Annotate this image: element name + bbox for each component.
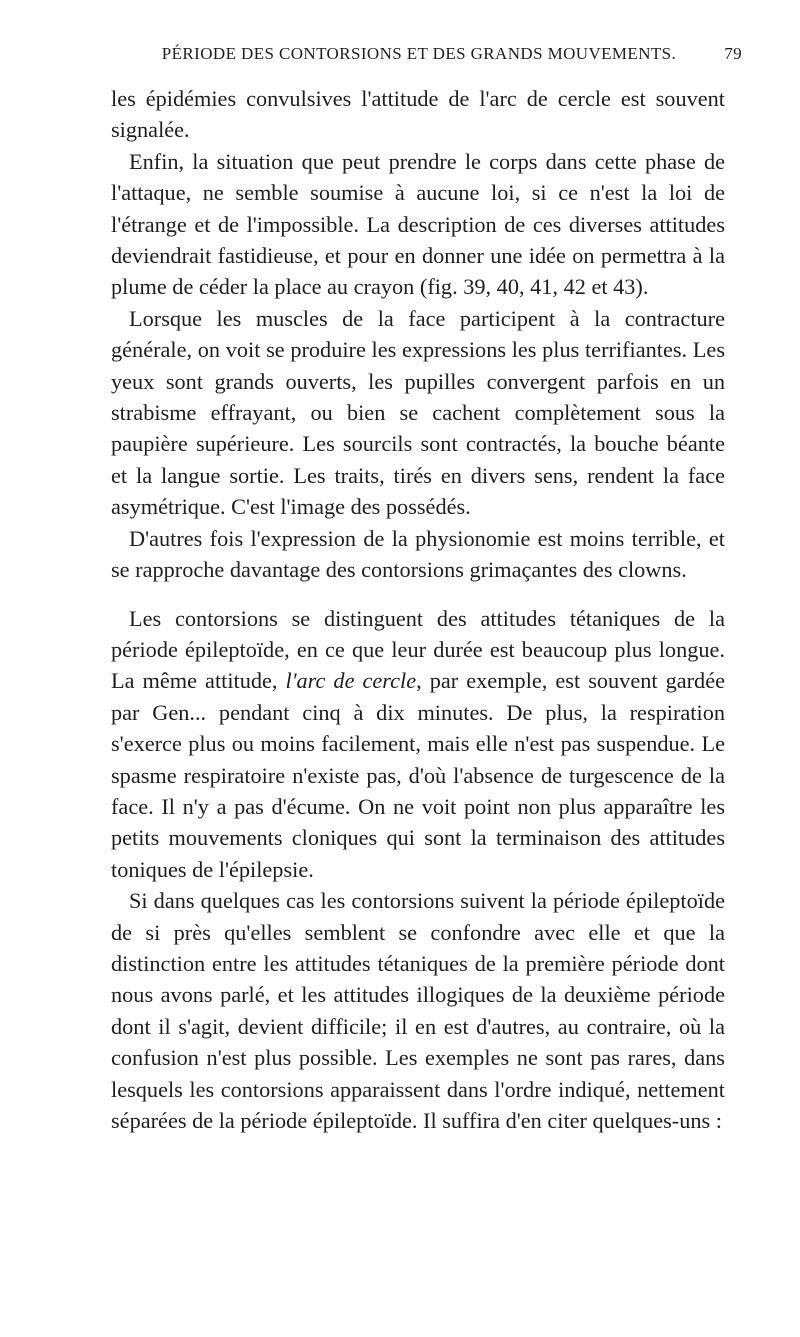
paragraph-face-expressions: Lorsque les muscles de la face participent à la contracture générale, on voit se produire les expressions les plus terrifiantes. Les yeux sont grands ouverts, les pupilles convergent parfois en un strabisme effrayant, ou bien se cachent complètement sous la paupière supérieure. Les sourcils sont contractés, la bouche béante et la langue sortie. Les traits, tirés en divers sens, rendent la face asymétrique. C'est l'image des possédés.: [111, 305, 725, 520]
paragraph-text: Les contorsions se distinguent des attitudes tétaniques de la période épileptoïde, en ce que leur durée est beaucoup plus longue. La même attitude,: [111, 605, 725, 694]
paragraph-continuation: les épidémies convulsives l'attitude de l'arc de cercle est souvent signalée.: [111, 86, 725, 143]
paragraph-text: , par exemple, est souvent gardée par Gen... pendant cinq à dix minutes. De plus, la respiration s'exerce plus ou moins facilement, mais elle n'est pas suspendue. Le spasme respiratoire n'existe pas, d'où l'absence de turgescence de la face. Il n'y a pas d'écume. On ne voit point non plus apparaître les petits mouvements cloniques qui sont la terminaison des attitudes toniques de l'épilepsie.: [111, 668, 726, 882]
running-title: PÉRIODE DES CONTORSIONS ET DES GRANDS MOUVEMENTS.: [161, 44, 677, 63]
paragraph-contortions-distinction: [111, 603, 725, 886]
running-header: [118, 44, 742, 68]
paragraph-epileptoid-period: Si dans quelques cas les contorsions suivent la période épileptoïde de si près qu'elles semblent se confondre avec elle et que la distinction entre les attitudes tétaniques de la première période dont nous avons parlé, et les attitudes illogiques de la deuxième période dont il s'agit, devient difficile; il en est d'autres, au contraire, où la confusion n'est plus possible. Les exemples ne sont pas rares, dans lesquels les contorsions apparaissent dans l'ordre indiqué, nettement séparées de la période épileptoïde. Il suffira d'en citer quelques-uns :: [111, 888, 725, 1133]
italic-term: l'arc de cercle: [285, 668, 417, 694]
paragraph-attitudes: Enfin, la situation que peut prendre le corps dans cette phase de l'attaque, ne semble soumise à aucune loi, si ce n'est la loi de l'étrange et de l'impossible. La description de ces diverses attitudes deviendrait fastidieuse, et pour en donner une idée on permettra à la plume de céder la place au crayon (fig. 39, 40, 41, 42 et 43).: [111, 148, 725, 300]
paragraph-clowns: D'autres fois l'expression de la physionomie est moins terrible, et se rapproche davantage des contorsions grimaçantes des clowns.: [111, 525, 725, 583]
page-number: 79: [724, 44, 742, 63]
body-text: [111, 83, 725, 1136]
